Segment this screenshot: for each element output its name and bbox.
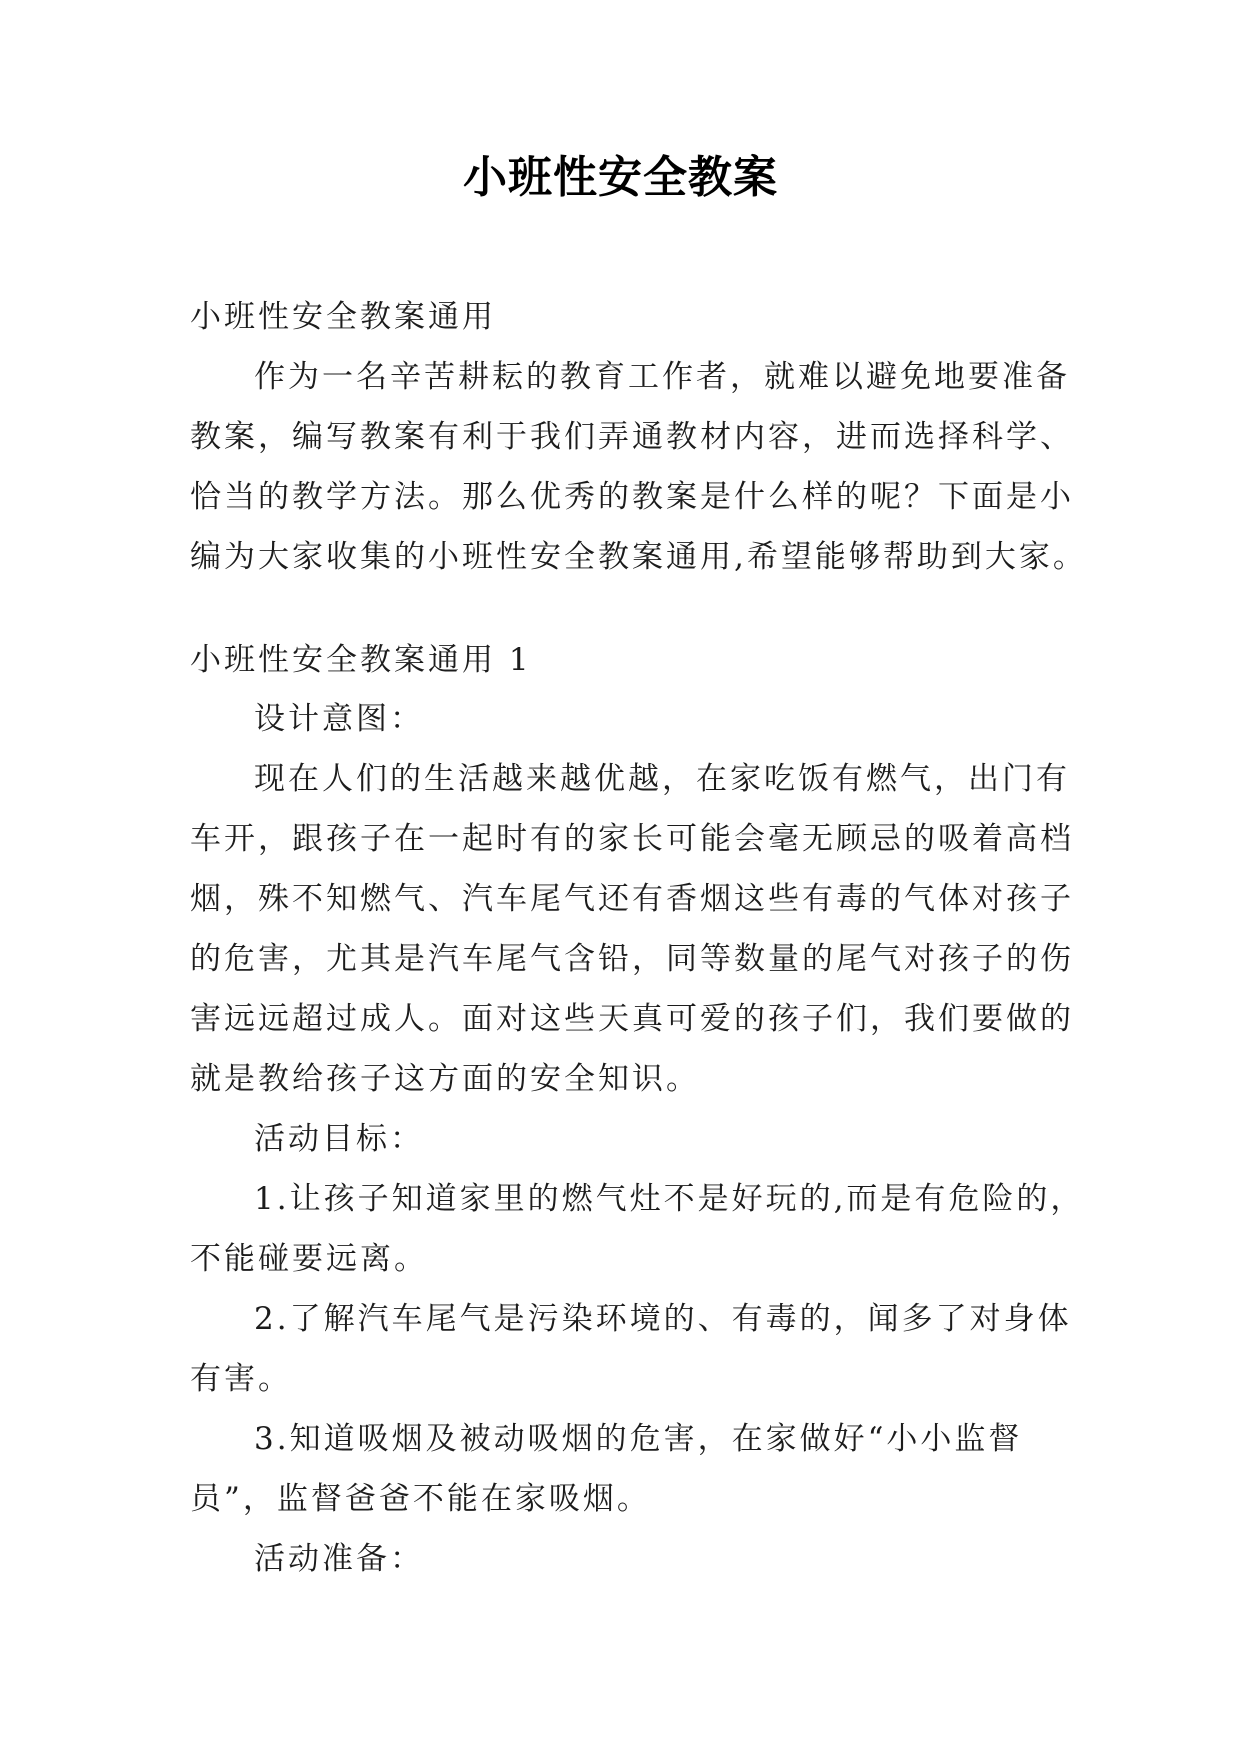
- paragraph-line: 害远远超过成人。面对这些天真可爱的孩子们，我们要做的: [190, 1001, 1074, 1037]
- paragraph-line: 就是教给孩子这方面的安全知识。: [190, 1061, 700, 1097]
- paragraph-line: 烟，殊不知燃气、汽车尾气还有香烟这些有毒的气体对孩子: [190, 881, 1074, 917]
- list-item-line: 有害。: [190, 1361, 292, 1397]
- list-item-line: 员”，监督爸爸不能在家吸烟。: [190, 1481, 651, 1517]
- subheading: 设计意图：: [254, 701, 424, 737]
- paragraph-line: 现在人们的生活越来越优越，在家吃饭有燃气，出门有: [254, 761, 1070, 797]
- list-item-line: 1.让孩子知道家里的燃气灶不是好玩的,而是有危险的，: [254, 1181, 1085, 1217]
- paragraph-line: 车开，跟孩子在一起时有的家长可能会毫无顾忌的吸着高档: [190, 821, 1074, 857]
- section-heading: 小班性安全教案通用 1: [190, 642, 532, 678]
- section-heading: 小班性安全教案通用: [190, 299, 496, 335]
- paragraph-line: 编为大家收集的小班性安全教案通用,希望能够帮助到大家。: [190, 539, 1087, 575]
- document-title: 小班性安全教案: [463, 152, 778, 203]
- paragraph-line: 的危害，尤其是汽车尾气含铅，同等数量的尾气对孩子的伤: [190, 941, 1074, 977]
- subheading: 活动目标：: [254, 1121, 424, 1157]
- list-item-line: 3.知道吸烟及被动吸烟的危害，在家做好“小小监督: [254, 1421, 1023, 1457]
- list-item-line: 不能碰要远离。: [190, 1241, 428, 1277]
- paragraph-line: 恰当的教学方法。那么优秀的教案是什么样的呢？下面是小: [190, 479, 1074, 515]
- subheading: 活动准备：: [254, 1541, 424, 1577]
- paragraph-line: 教案，编写教案有利于我们弄通教材内容，进而选择科学、: [190, 419, 1074, 455]
- list-item-line: 2.了解汽车尾气是污染环境的、有毒的，闻多了对身体: [254, 1301, 1072, 1337]
- paragraph-line: 作为一名辛苦耕耘的教育工作者，就难以避免地要准备: [254, 359, 1070, 395]
